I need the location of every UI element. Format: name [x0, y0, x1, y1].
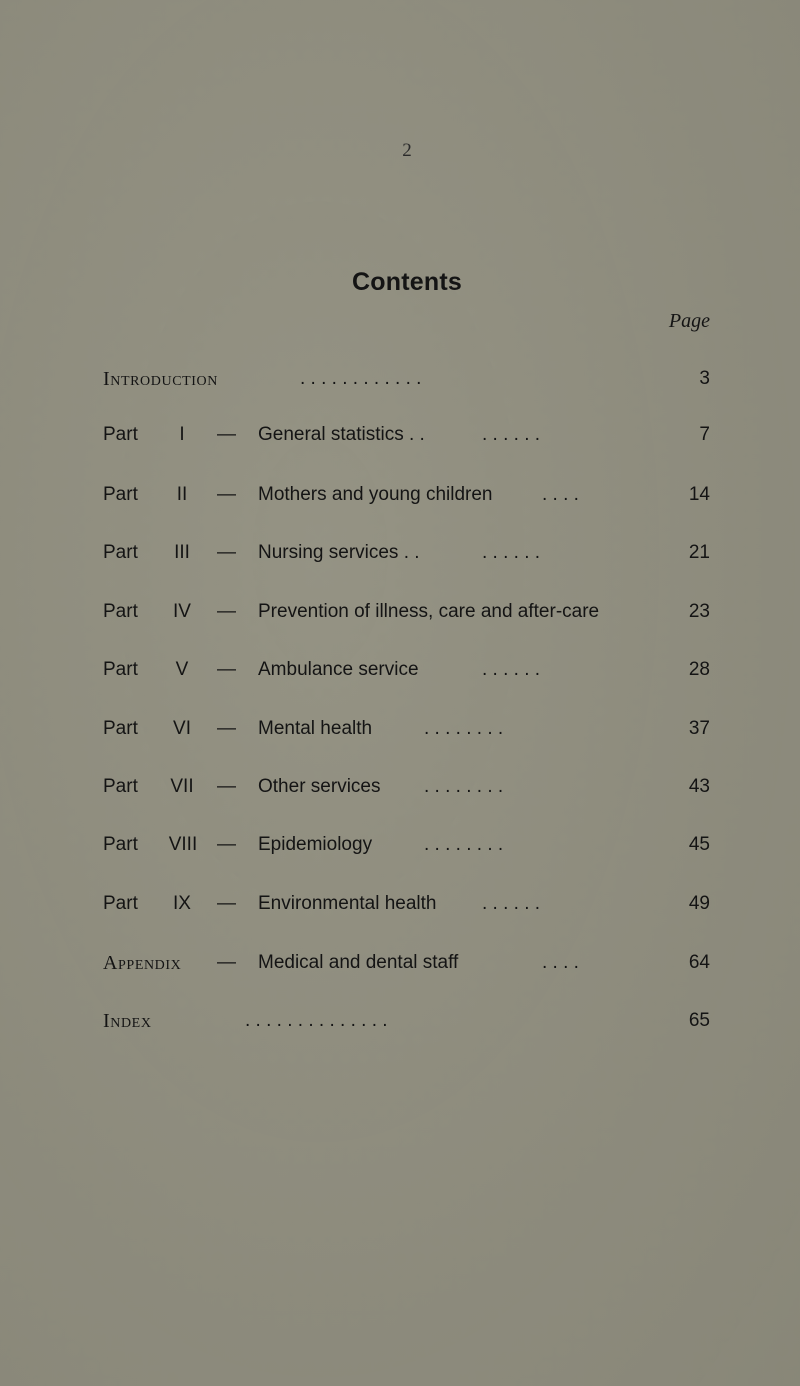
page-ref: 45 — [688, 834, 710, 855]
toc-entry-part-2 — [0, 480, 800, 510]
section-label: Appendix — [103, 952, 182, 974]
entry-title: Ambulance service — [258, 659, 419, 680]
page-title: Contents — [352, 268, 462, 296]
dot-leader: . . . . . . . . — [424, 718, 504, 739]
page-ref: 28 — [688, 659, 710, 680]
part-label: Part — [103, 776, 138, 797]
part-label: Part — [103, 424, 138, 445]
toc-entry-appendix — [0, 948, 800, 978]
dash: — — [217, 424, 236, 445]
dot-leader: . . . . . . — [482, 542, 541, 563]
page-ref: 3 — [699, 368, 710, 389]
toc-entry-part-1 — [0, 420, 800, 450]
dot-leader: . . . . . . . . . . . . — [300, 368, 422, 389]
entry-title: Mental health — [258, 718, 373, 739]
entry-title: Other services — [258, 776, 381, 797]
dot-leader: . . . . . . — [482, 424, 541, 445]
part-numeral: II — [176, 484, 188, 505]
dash: — — [217, 718, 236, 739]
part-label: Part — [103, 893, 138, 914]
dot-leader: . . . . . . — [482, 659, 541, 680]
part-numeral: I — [179, 424, 185, 445]
part-label: Part — [103, 718, 138, 739]
page-ref: 21 — [688, 542, 710, 563]
toc-entry-introduction — [0, 364, 800, 394]
toc-entry-part-5 — [0, 655, 800, 685]
section-label: Index — [103, 1010, 152, 1032]
entry-title: Medical and dental staff — [258, 952, 459, 973]
page-ref: 64 — [688, 952, 710, 973]
entry-title: Nursing services . . — [258, 542, 420, 563]
entry-title: Prevention of illness, care and after-care — [258, 601, 600, 622]
part-numeral: IV — [173, 601, 191, 622]
part-label: Part — [103, 601, 138, 622]
part-numeral: III — [174, 542, 190, 563]
part-label: Part — [103, 834, 138, 855]
dot-leader: . . . . . . — [482, 893, 541, 914]
part-numeral: IX — [173, 893, 191, 914]
toc-entry-part-6 — [0, 714, 800, 744]
part-label: Part — [103, 542, 138, 563]
page-ref: 23 — [688, 601, 710, 622]
page-ref: 49 — [688, 893, 710, 914]
part-numeral: VII — [170, 776, 194, 797]
page-number: 2 — [402, 140, 412, 161]
dash: — — [217, 601, 236, 622]
part-numeral: VIII — [168, 834, 198, 855]
page-ref: 37 — [688, 718, 710, 739]
part-numeral: VI — [173, 718, 191, 739]
toc-entry-index — [0, 1006, 800, 1036]
dash: — — [217, 542, 236, 563]
page-ref: 14 — [688, 484, 710, 505]
toc-entry-part-4 — [0, 597, 800, 627]
page-ref: 65 — [688, 1010, 710, 1031]
dash: — — [217, 484, 236, 505]
dot-leader: . . . . — [542, 484, 579, 505]
entry-title: General statistics . . — [258, 424, 425, 445]
dash: — — [217, 834, 236, 855]
entry-title: Mothers and young children — [258, 484, 493, 505]
toc-entry-part-9 — [0, 889, 800, 919]
toc-entry-part-3 — [0, 538, 800, 568]
dot-leader: . . . . — [542, 952, 579, 973]
page-ref: 7 — [699, 424, 710, 445]
toc-entry-part-8 — [0, 830, 800, 860]
dash: — — [217, 659, 236, 680]
part-label: Part — [103, 484, 138, 505]
entry-title: Environmental health — [258, 893, 437, 914]
dot-leader: . . . . . . . . — [424, 834, 504, 855]
page-column-header: Page — [668, 310, 710, 332]
section-label: Introduction — [103, 368, 218, 390]
dot-leader: . . . . . . . . . . . . . . — [245, 1010, 388, 1031]
dash: — — [217, 776, 236, 797]
toc-entry-part-7 — [0, 772, 800, 802]
dash: — — [217, 893, 236, 914]
entry-title: Epidemiology — [258, 834, 373, 855]
page-ref: 43 — [688, 776, 710, 797]
dash: — — [217, 952, 236, 973]
dot-leader: . . . . . . . . — [424, 776, 504, 797]
part-numeral: V — [175, 659, 189, 680]
part-label: Part — [103, 659, 138, 680]
